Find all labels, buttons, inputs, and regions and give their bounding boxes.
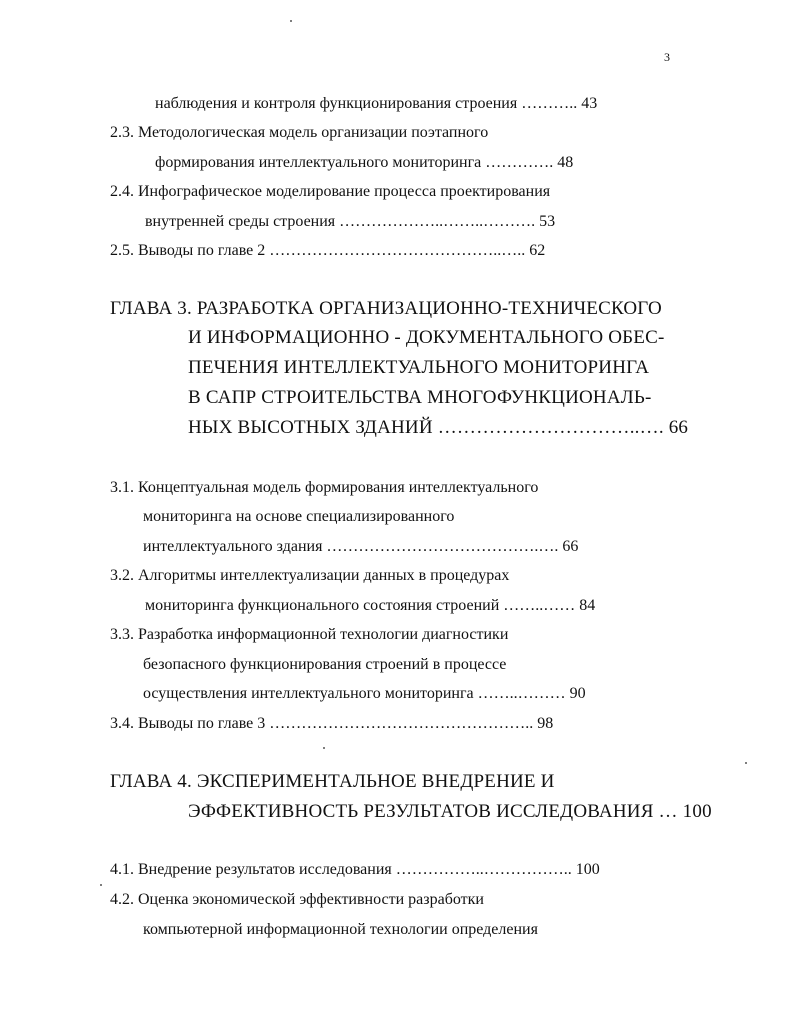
chapter-heading: ГЛАВА 3. РАЗРАБОТКА ОРГАНИЗАЦИОННО-ТЕХНИЧЕСКОГО bbox=[110, 298, 662, 319]
toc-line: безопасного функционирования строений в процессе bbox=[143, 656, 507, 673]
toc-line: наблюдения и контроля функционирования строения ……….. 43 bbox=[155, 95, 598, 112]
scan-speck bbox=[323, 747, 325, 749]
toc-line: 3.1. Концептуальная модель формирования интеллектуального bbox=[110, 479, 539, 496]
toc-line: интеллектуального здания ………………………………….…. 66 bbox=[143, 538, 579, 555]
scan-speck bbox=[100, 884, 102, 886]
toc-line: 2.4. Инфографическое моделирование процесса проектирования bbox=[110, 183, 551, 200]
toc-line: 4.2. Оценка экономической эффективности разработки bbox=[110, 891, 484, 908]
toc-line: внутренней среды строения ………………..……..………. 53 bbox=[145, 213, 556, 230]
toc-line: формирования интеллектуального мониторинга …………. 48 bbox=[155, 154, 574, 171]
toc-line: 4.1. Внедрение результатов исследования ……………..…………….. 100 bbox=[110, 861, 600, 878]
toc-line: 3.2. Алгоритмы интеллектуализации данных в процедурах bbox=[110, 567, 510, 584]
chapter-heading: ПЕЧЕНИЯ ИНТЕЛЛЕКТУАЛЬНОГО МОНИТОРИНГА bbox=[188, 357, 650, 378]
toc-line: 2.3. Методологическая модель организации поэтапного bbox=[110, 124, 489, 141]
scan-speck bbox=[745, 762, 747, 764]
toc-line: 2.5. Выводы по главе 2 ……………………………………..….. 62 bbox=[110, 242, 546, 259]
page-number: 3 bbox=[664, 50, 670, 64]
chapter-heading: И ИНФОРМАЦИОННО - ДОКУМЕНТАЛЬНОГО ОБЕС- bbox=[188, 327, 665, 348]
scan-speck bbox=[290, 20, 292, 22]
chapter-heading: В САПР СТРОИТЕЛЬСТВА МНОГОФУНКЦИОНАЛЬ- bbox=[188, 387, 652, 408]
chapter-heading: ЭФФЕКТИВНОСТЬ РЕЗУЛЬТАТОВ ИССЛЕДОВАНИЯ … 100 bbox=[188, 801, 712, 822]
chapter-heading: ГЛАВА 4. ЭКСПЕРИМЕНТАЛЬНОЕ ВНЕДРЕНИЕ И bbox=[110, 771, 555, 792]
toc-line: компьютерной информационной технологии определения bbox=[143, 921, 538, 938]
toc-line: мониторинга функционального состояния строений ……..…… 84 bbox=[145, 597, 596, 614]
chapter-heading: НЫХ ВЫСОТНЫХ ЗДАНИЙ …………………………..…. 66 bbox=[188, 417, 689, 438]
toc-line: мониторинга на основе специализированного bbox=[143, 508, 455, 525]
toc-line: 3.3. Разработка информационной технологии диагностики bbox=[110, 626, 509, 643]
toc-line: осуществления интеллектуального мониторинга ……..……… 90 bbox=[143, 685, 586, 702]
toc-line: 3.4. Выводы по главе 3 ………………………………………….. 98 bbox=[110, 715, 554, 732]
